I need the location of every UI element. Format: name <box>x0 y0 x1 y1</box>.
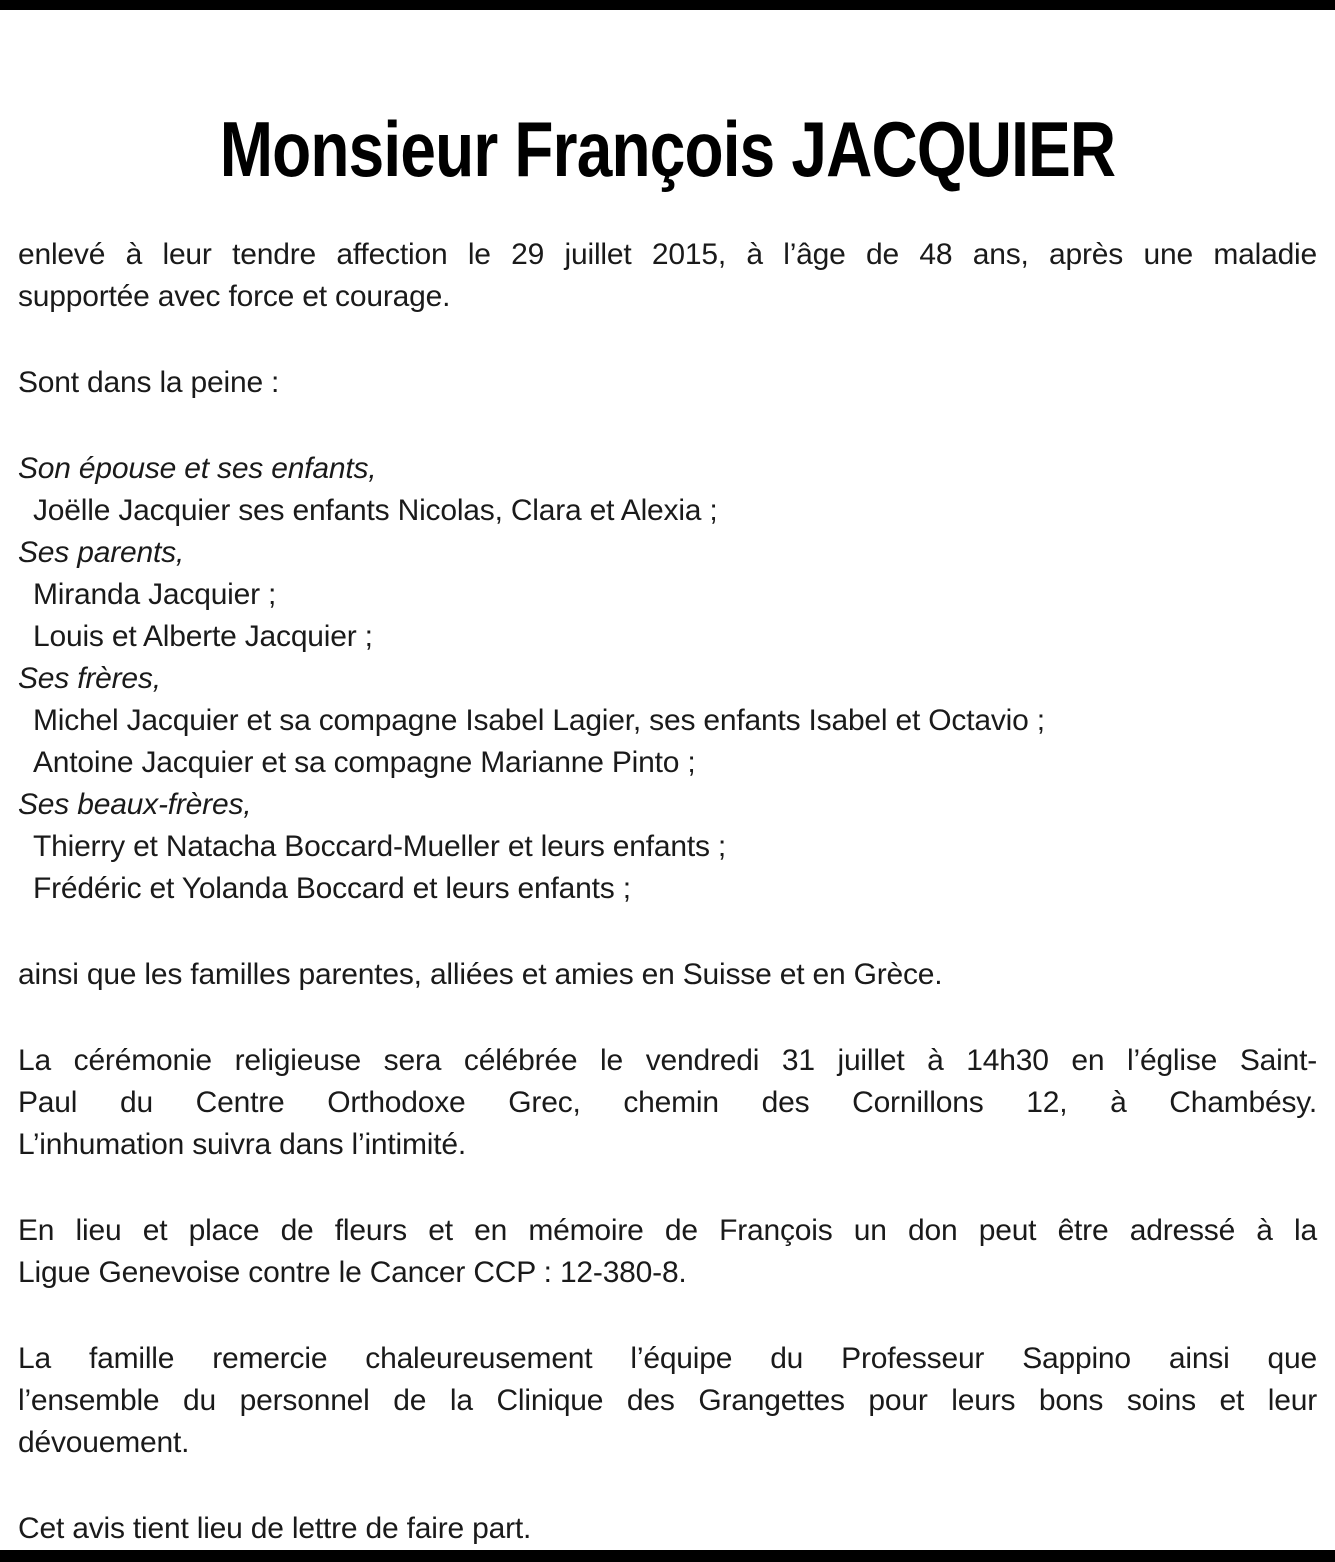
text-line: Ses frères, <box>18 662 161 695</box>
text-line: Antoine Jacquier et sa compagne Marianne Pinto ; <box>33 746 696 779</box>
text-line: L’inhumation suivra dans l’intimité. <box>18 1128 467 1161</box>
text-line: Son épouse et ses enfants, <box>18 452 377 485</box>
text-line: Ses parents, <box>18 536 185 569</box>
text-line: Ligue Genevoise contre le Cancer CCP : 12-380-8. <box>18 1256 687 1289</box>
text-line: En lieu et place de fleurs et en mémoire de François un don peut être adressé à la <box>18 1214 1317 1247</box>
text-line: l’ensemble du personnel de la Clinique des Grangettes pour leurs bons soins et leur <box>18 1384 1317 1417</box>
text-line: Frédéric et Yolanda Boccard et leurs enfants ; <box>33 872 631 905</box>
text-line: Joëlle Jacquier ses enfants Nicolas, Clara et Alexia ; <box>33 494 718 527</box>
text-line: dévouement. <box>18 1426 190 1459</box>
text-line: Sont dans la peine : <box>18 366 280 399</box>
text-line: Thierry et Natacha Boccard-Mueller et leurs enfants ; <box>33 830 727 863</box>
text-line: Paul du Centre Orthodoxe Grec, chemin des Cornillons 12, à Chambésy. <box>18 1086 1317 1119</box>
paragraph <box>18 954 1317 996</box>
deceased-name-title: Monsieur François JACQUIER <box>219 105 1116 193</box>
text-line: Cet avis tient lieu de lettre de faire part. <box>18 1512 532 1545</box>
notice-body <box>18 234 1317 1550</box>
text-line: supportée avec force et courage. <box>18 280 451 313</box>
text-line: Ses beaux-frères, <box>18 788 252 821</box>
paragraph <box>18 362 1317 404</box>
text-line: La famille remercie chaleureusement l’équipe du Professeur Sappino ainsi que <box>18 1342 1317 1375</box>
top-border-rule <box>0 0 1335 10</box>
text-line: enlevé à leur tendre affection le 29 juillet 2015, à l’âge de 48 ans, après une maladie <box>18 238 1317 271</box>
paragraph <box>18 1338 1317 1464</box>
text-line: Michel Jacquier et sa compagne Isabel Lagier, ses enfants Isabel et Octavio ; <box>33 704 1045 737</box>
text-line: Miranda Jacquier ; <box>33 578 277 611</box>
paragraph <box>18 234 1317 318</box>
paragraph <box>18 1210 1317 1294</box>
paragraph <box>18 448 1317 910</box>
text-line: Louis et Alberte Jacquier ; <box>33 620 373 653</box>
paragraph <box>18 1508 1317 1550</box>
bottom-border-rule <box>0 1550 1335 1562</box>
paragraph <box>18 1040 1317 1166</box>
text-line: La cérémonie religieuse sera célébrée le vendredi 31 juillet à 14h30 en l’église Saint- <box>18 1044 1317 1077</box>
text-line: ainsi que les familles parentes, alliées et amies en Suisse et en Grèce. <box>18 958 943 991</box>
